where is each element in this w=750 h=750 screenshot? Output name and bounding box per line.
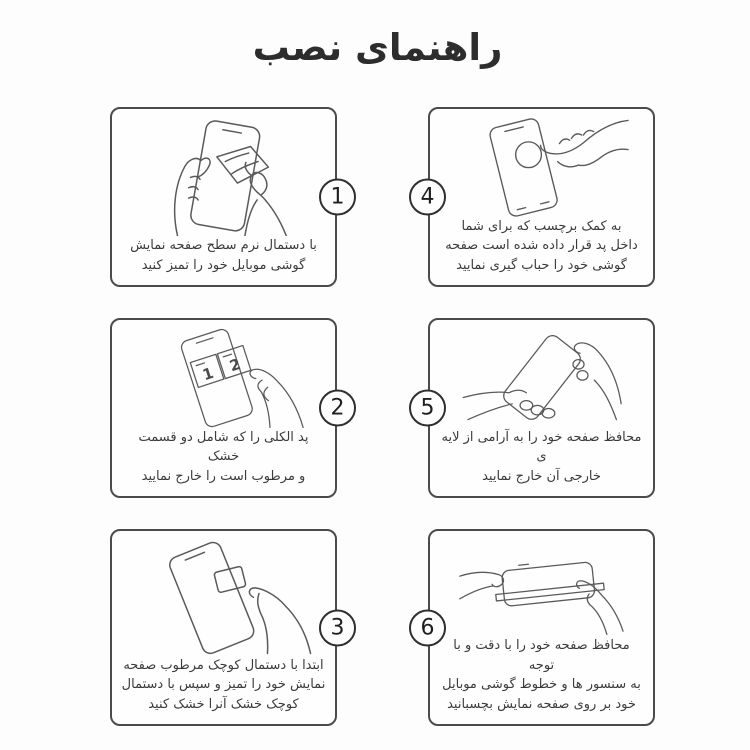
step-3-caption: ابتدا با دستمال کوچک مرطوب صفحه نمایش خود را تمیز و سپس با دستمال کوچک خشک آنرا خشک کنید xyxy=(121,657,326,712)
step-5-number: 5 xyxy=(420,395,435,421)
step-card-2 xyxy=(110,318,345,498)
step-4-number: 4 xyxy=(420,184,435,210)
step-6-illustration xyxy=(439,539,644,636)
step-3-number-badge xyxy=(319,609,356,646)
right-hand-outline xyxy=(541,120,628,166)
step-1-number-badge xyxy=(319,179,356,216)
step-5-caption: محافظ صفحه خود را به آرامی از لایه ی خارجی آن خارج نمایید xyxy=(441,429,642,484)
step-1-caption: با دستمال نرم سطح صفحه نمایش گوشی موبایل خود را تمیز کنید xyxy=(130,238,317,273)
step-card-4 xyxy=(420,107,655,287)
page-title: راهنمای نصب xyxy=(252,26,503,69)
right-hand-outline xyxy=(574,343,621,420)
phone-outline xyxy=(167,540,256,656)
small-wipe-drawing xyxy=(125,539,322,656)
right-hand-outline xyxy=(245,162,286,235)
step-card-3 xyxy=(110,529,345,726)
step-5-illustration xyxy=(439,328,644,428)
packet-2-label: 2 xyxy=(227,355,243,376)
step-1-number: 1 xyxy=(330,184,345,210)
step-3-illustration xyxy=(121,539,326,656)
step-4-number-badge xyxy=(409,179,446,216)
right-hand-outline xyxy=(250,369,303,427)
step-2-number-badge xyxy=(319,390,356,427)
step-4-caption: به کمک برچسب که برای شما داخل پد قرار داده شده است صفحه گوشی خود را حباب گیری نمایید xyxy=(445,218,638,273)
steps-grid xyxy=(110,107,655,726)
phone-outline xyxy=(180,328,264,428)
step-6-number-badge xyxy=(409,609,446,646)
step-card-6 xyxy=(420,529,655,726)
step-1-illustration xyxy=(121,117,326,236)
step-2-caption: پد الکلی را که شامل دو قسمت خشک و مرطوب است را خارج نمایید xyxy=(138,429,309,484)
cleaning-cloth xyxy=(217,147,269,184)
step-6-caption: محافظ صفحه خود را با دقت و با توجه به سنسور ها و خطوط گوشی موبایل خود بر روی صفحه نمایش بچسبانید xyxy=(442,638,641,712)
right-hand-outline xyxy=(249,588,310,654)
peel-protector-drawing xyxy=(443,328,640,428)
step-2-illustration xyxy=(121,328,326,428)
step-5-number-badge xyxy=(409,390,446,427)
packet-1-label: 1 xyxy=(200,363,216,385)
right-hand-outline xyxy=(577,581,623,635)
left-hand-outline xyxy=(463,390,526,419)
phone-outline xyxy=(493,557,605,608)
step-2-number: 2 xyxy=(330,395,345,421)
left-hand-outline xyxy=(175,158,210,235)
step-4-illustration xyxy=(439,117,644,217)
step-6-number: 6 xyxy=(420,615,435,640)
alcohol-pad-packets-drawing xyxy=(125,328,322,428)
protector-outline xyxy=(501,332,584,422)
step-card-5 xyxy=(420,318,655,498)
cloth-wipe-phone-drawing xyxy=(125,117,322,236)
round-sticker xyxy=(516,142,542,168)
right-fingertip xyxy=(577,371,588,380)
step-card-1 xyxy=(110,107,345,287)
bubble-sticker-drawing xyxy=(443,117,640,217)
step-3-number: 3 xyxy=(330,615,345,640)
apply-protector-drawing xyxy=(443,539,640,636)
left-fingertip xyxy=(542,409,555,418)
